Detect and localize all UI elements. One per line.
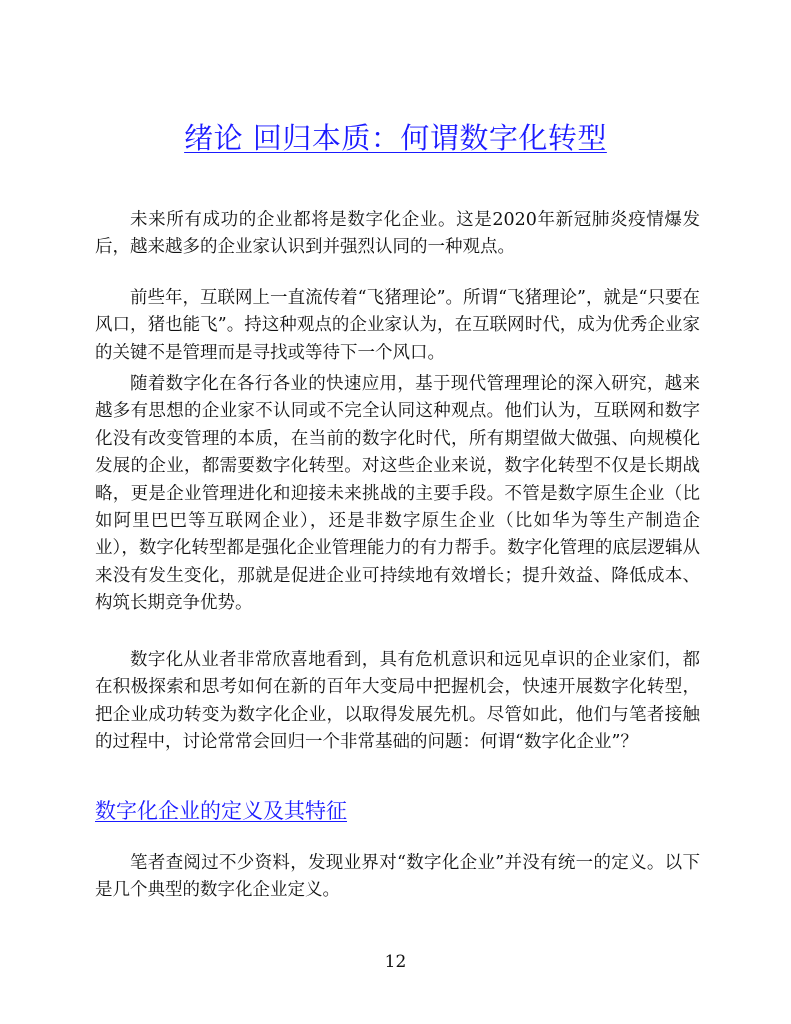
paragraph-4: [95, 647, 700, 757]
page-number: 12: [384, 952, 407, 972]
paragraph-text: 前些年，互联网上一直流传着“飞猪理论”。所谓“飞猪理论”，就是“只要在风口，猪也能飞”。持这种观点的企业家认为，在互联网时代，成为优秀企业家的关键不是管理而是寻找或等待下一个风口。: [95, 288, 700, 363]
section-heading-link[interactable]: 数字化企业的定义及其特征: [95, 799, 347, 823]
paragraph-text: 未来所有成功的企业都将是数字化企业。这是2020年新冠肺炎疫情爆发后，越来越多的企业家认识到并强烈认同的一种观点。: [95, 210, 700, 258]
section-paragraph-1: [95, 850, 700, 905]
paragraph-text: 数字化从业者非常欣喜地看到，具有危机意识和远见卓识的企业家们，都在积极探索和思考如何在新的百年大变局中把握机会，快速开展数字化转型，把企业成功转变为数字化企业，以取得发展先机。尽管如此，他们与笔者接触的过程中，讨论常常会回归一个非常基础的问题：何谓“数字化企业”？: [95, 650, 700, 753]
paragraph-1: [95, 207, 700, 262]
paragraph-text: 随着数字化在各行各业的快速应用，基于现代管理理论的深入研究，越来越多有思想的企业家不认同或不完全认同这种观点。他们认为，互联网和数字化没有改变管理的本质，在当前的数字化时代，所有期望做大做强、向规模化发展的企业，都需要数字化转型。对这些企业来说，数字化转型不仅是长期战略，更是企业管理进化和迎接未来挑战的主要手段。不管是数字原生企业（比如阿里巴巴等互联网企业），还是非数字原生企业（比如华为等生产制造企业），数字化转型都是强化企业管理能力的有力帮手。数字化管理的底层逻辑从来没有发生变化，那就是促进企业可持续地有效增长；提升效益、降低成本、构筑长期竞争优势。: [95, 374, 700, 614]
paragraph-2: [95, 285, 700, 367]
chapter-title-link[interactable]: 绪论 回归本质：何谓数字化转型: [184, 121, 607, 155]
paragraph-text: 笔者查阅过不少资料，发现业界对“数字化企业”并没有统一的定义。以下是几个典型的数字化企业定义。: [95, 853, 700, 901]
paragraph-3: [95, 371, 700, 618]
